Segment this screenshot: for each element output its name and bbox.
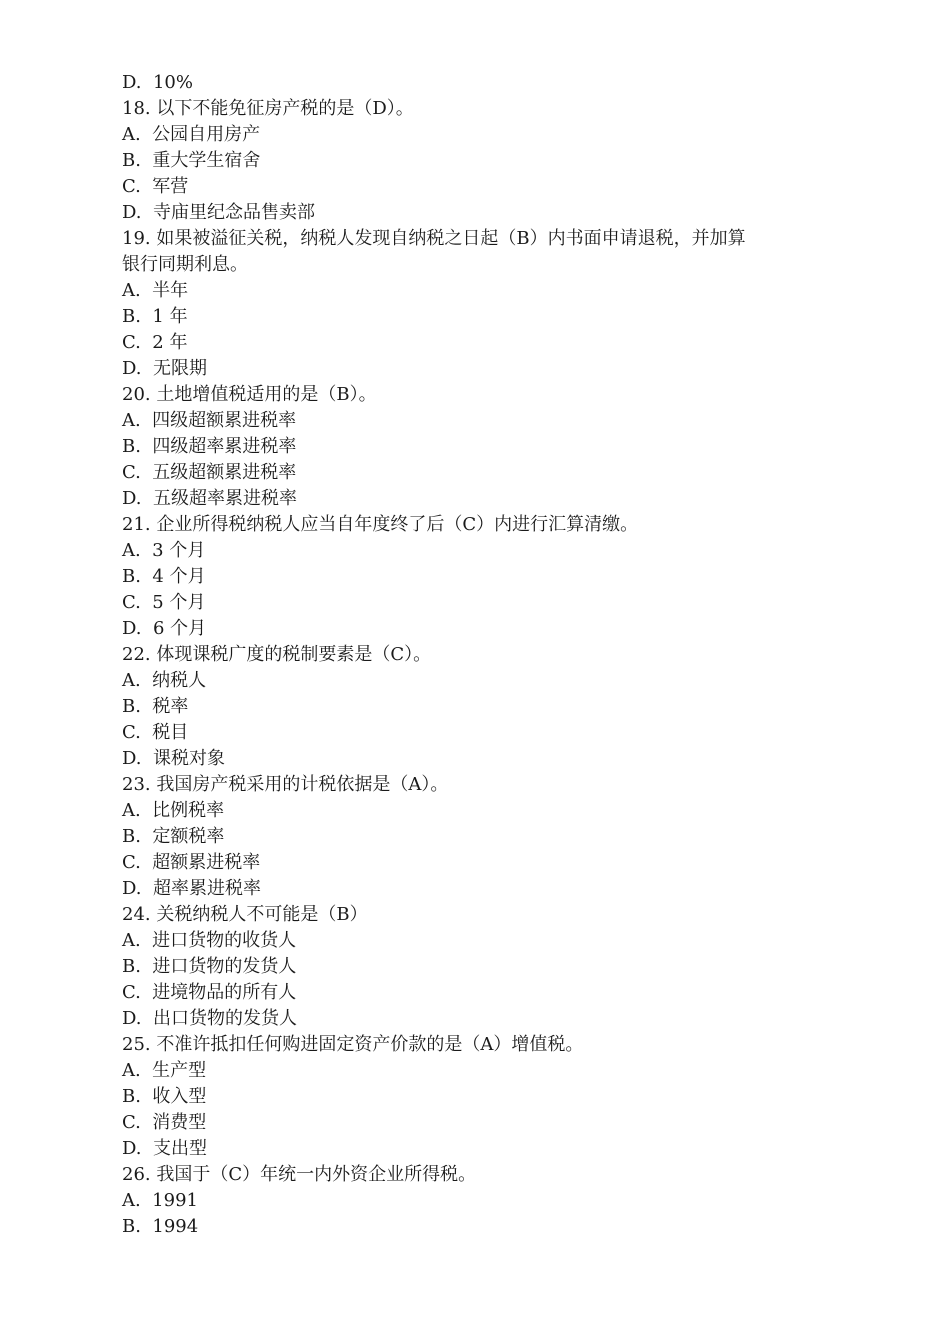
option-20-d: D. 五级超率累进税率 — [122, 488, 297, 509]
option-21-b: B. 4 个月 — [122, 566, 206, 587]
option-24-d: D. 出口货物的发货人 — [122, 1008, 297, 1029]
option-18-a: A. 公园自用房产 — [122, 124, 261, 145]
document-body — [122, 70, 827, 1240]
option-19-c: C. 2 年 — [122, 332, 188, 353]
option-23-b: B. 定额税率 — [122, 826, 225, 847]
option-21-c: C. 5 个月 — [122, 592, 206, 613]
option-24-a: A. 进口货物的收货人 — [122, 930, 297, 951]
option-21-a: A. 3 个月 — [122, 540, 206, 561]
option-24-b: B. 进口货物的发货人 — [122, 956, 297, 977]
option-18-b: B. 重大学生宿舍 — [122, 150, 261, 171]
question-26: 26. 我国于（C）年统一内外资企业所得税。 — [122, 1164, 477, 1185]
option-21-d: D. 6 个月 — [122, 618, 207, 639]
option-23-a: A. 比例税率 — [122, 800, 225, 821]
option-23-d: D. 超率累进税率 — [122, 878, 261, 899]
question-24: 24. 关税纳税人不可能是（B） — [122, 904, 368, 925]
option-17-d: D. 10% — [122, 72, 193, 93]
option-22-a: A. 纳税人 — [122, 670, 207, 691]
question-22: 22. 体现课税广度的税制要素是（C）。 — [122, 644, 432, 665]
option-25-b: B. 收入型 — [122, 1086, 207, 1107]
question-21: 21. 企业所得税纳税人应当自年度终了后（C）内进行汇算清缴。 — [122, 514, 639, 535]
option-20-c: C. 五级超额累进税率 — [122, 462, 297, 483]
question-19-continued: 银行同期利息。 — [122, 254, 248, 275]
option-24-c: C. 进境物品的所有人 — [122, 982, 297, 1003]
option-25-d: D. 支出型 — [122, 1138, 207, 1159]
option-22-d: D. 课税对象 — [122, 748, 225, 769]
option-26-a: A. 1991 — [122, 1190, 198, 1211]
question-23: 23. 我国房产税采用的计税依据是（A）。 — [122, 774, 449, 795]
option-20-b: B. 四级超率累进税率 — [122, 436, 297, 457]
option-18-c: C. 军营 — [122, 176, 189, 197]
option-22-b: B. 税率 — [122, 696, 189, 717]
question-18: 18. 以下不能免征房产税的是（D）。 — [122, 98, 414, 119]
option-19-a: A. 半年 — [122, 280, 189, 301]
option-19-b: B. 1 年 — [122, 306, 188, 327]
option-20-a: A. 四级超额累进税率 — [122, 410, 297, 431]
option-25-c: C. 消费型 — [122, 1112, 207, 1133]
option-18-d: D. 寺庙里纪念品售卖部 — [122, 202, 315, 223]
option-22-c: C. 税目 — [122, 722, 189, 743]
question-20: 20. 土地增值税适用的是（B）。 — [122, 384, 377, 405]
option-26-b: B. 1994 — [122, 1216, 199, 1237]
option-19-d: D. 无限期 — [122, 358, 207, 379]
option-25-a: A. 生产型 — [122, 1060, 207, 1081]
option-23-c: C. 超额累进税率 — [122, 852, 261, 873]
question-25: 25. 不准许抵扣任何购进固定资产价款的是（A）增值税。 — [122, 1034, 584, 1055]
question-19: 19. 如果被溢征关税，纳税人发现自纳税之日起（B）内书面申请退税，并加算 — [122, 228, 746, 249]
